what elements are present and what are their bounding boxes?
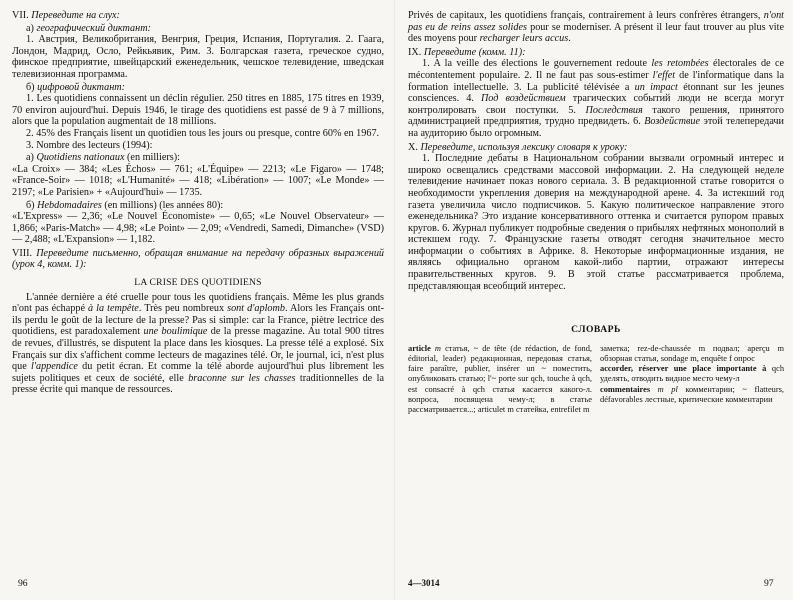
dictionary-entry	[408, 344, 592, 415]
page-fold	[394, 0, 395, 600]
ex7-a-title: географический диктант:	[36, 22, 151, 34]
ex10-text: 1. Последние дебаты в Национальном собрании вызвали огромный интерес и широко освещались средствами массовой информации. 2. На следующей неделе телевидение начинает показ нового сериала. 3. В редакционной статье говорится о необходимости укрепления доверия на международной арене. 4. За истекший год газета увеличила число подписчиков. 5. Какую политическое направление этого еженедельника? Это издание консервативного оттенка и считается рупором правых кругов. 6. Журнал публикует подробные сведения о прибылях нефтяных монополий в истекшем году. 7. Французские газеты отводят сегодня значительное место информации о событиях в Африке. 8. Некоторые информационные издания, не являясь официально органом какой-либо партии, отражают интересы правительственных кругов. 9. В этой статье рассматривается проблема, представляющая всеобщий интерес.	[408, 153, 784, 292]
ex9-heading	[408, 47, 784, 59]
hebdo-unit: (en millions) (les années 80):	[104, 199, 224, 211]
cont-seg: Privés de capitaux, les quotidiens français, contrairement à leurs confrères étrangers,	[408, 10, 761, 21]
ex8-heading	[12, 248, 384, 271]
ex9-seg: 1. A la veille des élections le gouvernement redoute	[422, 58, 647, 70]
ex7-a-heading	[12, 23, 384, 35]
dictionary-entry	[600, 344, 784, 364]
ex7-b-text3: 3. Nombre des lecteurs (1994):	[26, 139, 153, 151]
left-page	[12, 10, 384, 396]
ex7-title: Переведите на слух:	[31, 10, 120, 21]
ex10-num: X.	[408, 141, 418, 153]
hebdo-heading	[12, 200, 384, 212]
ex9-seg: étonnant sur les jeunes consciences. 4.	[408, 81, 785, 105]
dictionary-col-1	[408, 344, 592, 415]
ex7-b-label: б)	[26, 81, 35, 93]
article-text	[12, 292, 384, 396]
entry-def: qch уделять, отводить видное место чему-л	[600, 364, 785, 384]
dictionary-entry	[600, 364, 784, 384]
ex9-term: Воздействие	[644, 116, 701, 128]
ex9-seg: de l'informatique dans la formation intellectuelle. 3. La publicité télévisée a	[408, 69, 784, 93]
entry-gender: m	[434, 343, 441, 353]
entry-gender: m pl	[657, 384, 678, 394]
quotidiens-list: «La Croix» — 384; «Les Échos» — 761; «L'Équipe» — 2213; «Le Figaro» — 1748; «France-Soir» — 1018; «L'Humanité» — 418; «Libération» — 1007; «Le Monde» — 2197; «Le Parisien» + «Aujourd'hui» — 1735.	[12, 163, 384, 198]
idiom-6: n'ont pas eu de reins assez solides	[408, 10, 785, 33]
entry-word: accorder, réserver une place importante à	[600, 364, 767, 374]
hebdo-list: «L'Express» — 2,36; «Le Nouvel Économiste» — 0,65; «Le Nouvel Observateur» — 1,866; «Paris-Match» — 4,98; «Le Point» — 2,09; «Vendredi, Samedi, Dimanche» (VSD) — 2,488; «L'Expansion» — 1,182.	[12, 211, 384, 246]
printer-signature: 4—3014	[408, 578, 440, 588]
idiom-1: à la tempête	[88, 303, 139, 315]
ex7-heading	[12, 10, 384, 22]
idiom-7: recharger leurs accus	[479, 33, 569, 45]
article-seg: . Alors les Français ont-ils perdu le goût de la lecture de la presse? Pas si simple: car la France, piètre lectrice des quotidiens, est paradoxalement	[12, 303, 384, 338]
ex9-title: Переведите (комм. 11):	[423, 46, 526, 58]
ex8-num: VIII.	[12, 247, 33, 259]
hebdo-label: б)	[26, 199, 35, 211]
entry-def: комментарии; ~ flatteurs, défavorables лестные, критические комментарии	[600, 384, 785, 404]
article-seg: du petit écran. Et comme la télé aborde aujourd'hui plus librement les sujets politiques et ceux de société, elle	[12, 361, 384, 384]
ex9-term: Под воздействием	[480, 93, 566, 105]
hebdo-title: Hebdomadaires	[37, 199, 102, 211]
article-title: LA CRISE DES QUOTIDIENS	[134, 277, 262, 289]
ex8-title: Переведите письменно, обращая внимание на передачу образных выражений (урок 4, комм. 1):	[12, 247, 385, 271]
ex9-term: l'effet	[652, 69, 676, 81]
dictionary	[408, 344, 784, 415]
idiom-4: l'appendice	[30, 361, 78, 373]
ex9-term: les retombées	[651, 58, 709, 70]
ex7-b-heading	[12, 82, 384, 94]
quotidiens-title: Quotidiens nationaux	[36, 152, 125, 164]
ex9-seg: этой телепередачи на аудиторию было огромным.	[408, 116, 785, 139]
cont-seg: .	[568, 33, 571, 45]
cont-seg: pour se moderniser. A présent il leur faut trouver au plus vite des moyens pour	[408, 21, 784, 45]
entry-word: article	[408, 343, 431, 353]
dictionary-entry	[600, 385, 784, 405]
ex9-seg: électorales de ce mécontentement populaire. 2. Il ne faut pas sous-estimer	[408, 58, 785, 81]
article-seg: L'année dernière a été cruelle pour tous les quotidiens français. Même les plus grands n'ont pas échappé	[12, 291, 384, 315]
ex9-seg: трагических событий люди не всегда могут контролировать свои поступки. 5.	[408, 93, 785, 116]
page-number-left: 96	[18, 578, 28, 589]
dictionary-title: СЛОВАРЬ	[571, 324, 621, 336]
right-page	[408, 10, 784, 415]
ex7-num: VII.	[12, 10, 29, 21]
article-seg: . Très peu nombreux	[138, 303, 225, 315]
ex9-num: IX.	[408, 46, 422, 58]
idiom-2: sont d'aplomb	[227, 303, 285, 315]
ex7-a-text: 1. Австрия, Великобритания, Венгрия, Греция, Испания, Португалия. 2. Гаага, Лондон, Мадрид, Осло, Рейкьявик, Рим. 3. Болгарская газета, греческое судно, финское предприятие, швейцарский еженедельник, чешское телевидение, шведская телевизионная программа.	[12, 34, 384, 80]
ex7-a-label: а)	[26, 22, 34, 34]
entry-def: статья, ~ de tête (de rédaction, de fond, éditorial, leader) редакционная, передовая статья, faire paraître, publier, insérer un ~ поместить, опубликовать статью; l'~ porte sur qch, touche à qch, est consacré à qch статья касается какого-л. вопроса, посвящена чему-л; в статье рассматривается...; articulet m статейка, entrefilet m	[408, 343, 593, 415]
ex10-heading	[408, 142, 784, 154]
quotidiens-label: a)	[26, 152, 34, 164]
ex7-b-title: цифровой диктант:	[37, 81, 126, 93]
ex9-seg: такого решения, принятого администрацией предприятия, трудно предвидеть. 6.	[408, 104, 784, 128]
entry-word: commentaires	[600, 384, 651, 394]
article-continuation	[408, 10, 784, 45]
article-seg: traditionnelles de la presse écrite qui manque de ressources.	[12, 372, 384, 396]
ex9-term: Последствия	[585, 104, 643, 116]
ex9-term: un impact	[634, 81, 678, 93]
idiom-3: une boulimique	[143, 326, 208, 338]
ex9-text	[408, 58, 784, 139]
ex7-b-text1: 1. Les quotidiens connaissent un déclin régulier. 250 titres en 1885, 175 titres en 1939, 70 environ aujourd'hui. Depuis 1946, le tirage des quotidiens est passé de 9 à 7 millions, alors que la population augmentait de 18 millions.	[12, 93, 384, 128]
entry-def: заметка; rez-de-chaussée m подвал; aperçu m обзорная статья, sondage m, enquête f опрос	[600, 343, 784, 364]
idiom-5: braconne sur les chasses	[188, 372, 296, 384]
article-seg: de la presse magazine. Au total 900 titres de revues, d'illustrés, se disputent la place dans les kiosques. La presse télé a explosé. Six Français sur dix s'affichent comme lecteurs de magazines télé. Or, le journal, ici, n'est plus que	[12, 326, 384, 373]
ex7-b-text2: 2. 45% des Français lisent un quotidien tous les jours ou presque, contre 60% en 1967.	[26, 127, 380, 139]
quotidiens-heading	[12, 152, 384, 164]
dictionary-col-2	[600, 344, 784, 415]
page-number-right: 97	[764, 578, 774, 589]
ex10-title: Переведите, используя лексику словаря к уроку:	[420, 141, 628, 153]
quotidiens-unit: (en milliers):	[127, 152, 180, 164]
